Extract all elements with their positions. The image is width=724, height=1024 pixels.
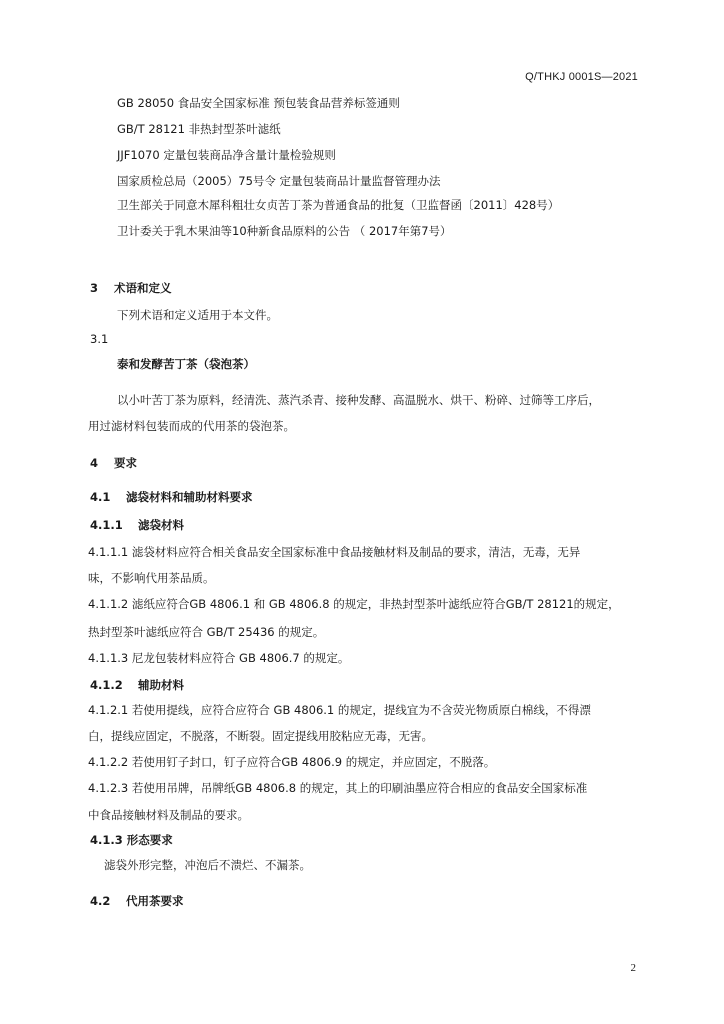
clause-4-1-3-heading: 4.1.3 形态要求 bbox=[90, 833, 173, 847]
clause-4-1-1-1-line2: 味，不影响代用茶品质。 bbox=[88, 571, 215, 585]
clause-4-2-number: 4.2 bbox=[90, 894, 111, 908]
section-4-number: 4 bbox=[90, 456, 99, 470]
section-3-heading bbox=[90, 281, 172, 295]
term-definition-line1: 以小叶苦丁茶为原料，经清洗、蒸汽杀青、接种发酵、高温脱水、烘干、粉碎、过筛等工序后， bbox=[117, 393, 600, 407]
clause-4-2-heading bbox=[90, 894, 184, 908]
clause-4-2-title: 代用茶要求 bbox=[126, 894, 184, 908]
section-3-intro: 下列术语和定义适用于本文件。 bbox=[117, 308, 278, 322]
section-4-title: 要求 bbox=[114, 456, 137, 470]
clause-4-1-1-number: 4.1.1 bbox=[90, 518, 123, 532]
clause-4-1-1-2-line1: 4.1.1.2 滤纸应符合GB 4806.1 和 GB 4806.8 的规定，非热封型茶叶滤纸应符合GB/T 28121的规定， bbox=[88, 597, 620, 611]
clause-4-1-1-heading bbox=[90, 518, 184, 532]
clause-4-1-1-3: 4.1.1.3 尼龙包装材料应符合 GB 4806.7 的规定。 bbox=[88, 651, 350, 665]
clause-3-1-number: 3.1 bbox=[90, 332, 109, 346]
clause-4-1-1-2-line2: 热封型茶叶滤纸应符合 GB/T 25436 的规定。 bbox=[88, 625, 325, 639]
section-3-number: 3 bbox=[90, 281, 99, 295]
section-3-title: 术语和定义 bbox=[114, 281, 172, 295]
clause-4-1-2-1-line2: 白，提线应固定，不脱落，不断裂。固定提线用胶粘应无毒，无害。 bbox=[88, 729, 433, 743]
clause-4-1-1-title: 滤袋材料 bbox=[138, 518, 184, 532]
reference-jjf1070: JJF1070 定量包装商品净含量计量检验规则 bbox=[117, 148, 336, 162]
clause-4-1-number: 4.1 bbox=[90, 490, 111, 504]
clause-4-1-2-title: 辅助材料 bbox=[138, 678, 184, 692]
reference-nhfpc-notice: 卫计委关于乳木果油等10种新食品原料的公告 （ 2017年第7号） bbox=[117, 224, 452, 238]
section-4-heading bbox=[90, 456, 137, 470]
reference-gbt28121: GB/T 28121 非热封型茶叶滤纸 bbox=[117, 122, 281, 136]
clause-4-1-2-heading bbox=[90, 678, 184, 692]
clause-4-1-2-2: 4.1.2.2 若使用钉子封口，钉子应符合GB 4806.9 的规定，并应固定，不脱落。 bbox=[88, 755, 496, 769]
clause-4-1-3-text: 滤袋外形完整，冲泡后不溃烂、不漏茶。 bbox=[104, 858, 311, 872]
clause-4-1-2-number: 4.1.2 bbox=[90, 678, 123, 692]
document-code-header: Q/THKJ 0001S—2021 bbox=[525, 71, 638, 83]
page-number: 2 bbox=[630, 962, 636, 974]
clause-4-1-1-1-line1: 4.1.1.1 滤袋材料应符合相关食品安全国家标准中食品接触材料及制品的要求，清洁，无毒，无异 bbox=[88, 545, 581, 559]
term-name: 泰和发酵苦丁茶（袋泡茶） bbox=[117, 357, 255, 371]
clause-4-1-2-1-line1: 4.1.2.1 若使用提线，应符合应符合 GB 4806.1 的规定，提线宜为不含荧光物质原白棉线，不得漂 bbox=[88, 703, 591, 717]
clause-4-1-2-3-line2: 中食品接触材料及制品的要求。 bbox=[88, 808, 249, 822]
reference-moh-reply: 卫生部关于同意木犀科粗壮女贞苦丁茶为普通食品的批复（卫监督函〔2011〕428号） bbox=[117, 198, 560, 212]
reference-gb28050: GB 28050 食品安全国家标准 预包装食品营养标签通则 bbox=[117, 96, 400, 110]
reference-order75: 国家质检总局（2005）75号令 定量包装商品计量监督管理办法 bbox=[117, 174, 441, 188]
term-definition-line2: 用过滤材料包装而成的代用茶的袋泡茶。 bbox=[88, 419, 295, 433]
clause-4-1-title: 滤袋材料和辅助材料要求 bbox=[126, 490, 253, 504]
clause-4-1-heading bbox=[90, 490, 253, 504]
clause-4-1-2-3-line1: 4.1.2.3 若使用吊牌，吊牌纸GB 4806.8 的规定，其上的印刷油墨应符合相应的食品安全国家标准 bbox=[88, 781, 588, 795]
